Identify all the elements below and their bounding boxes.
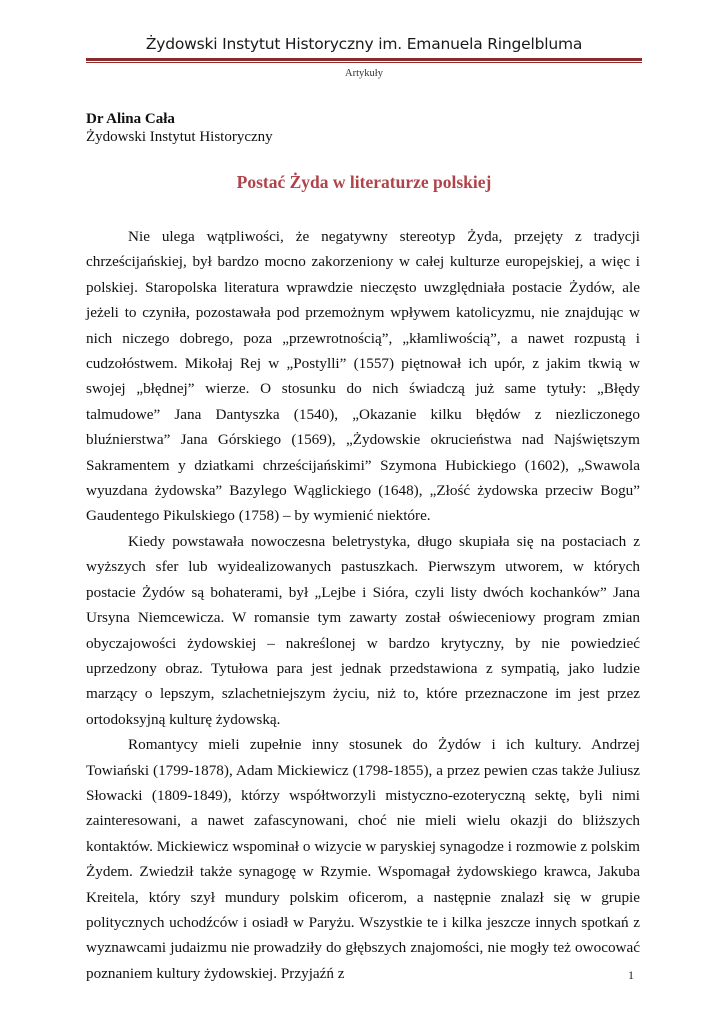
page-header: [86, 34, 642, 79]
page-number: 1: [628, 968, 634, 982]
author-affiliation: Żydowski Instytut Historyczny: [86, 129, 273, 145]
paragraph: Romantycy mieli zupełnie inny stosunek do Żydów i ich kultury. Andrzej Towiański (1799-1878), Adam Mickiewicz (1798-1855), a przez pewien czas także Juliusz Słowacki (1809-1849), którzy współtworzyli mistyczno-ezoteryczną sektę, byli nimi zainteresowani, a nawet zafascynowani, choć nie mieli wielu okazji do bliższych kontaktów. Mickiewicz wspominał o wizycie w paryskiej synagodze i rozmowie z polskim Żydem. Zwiedził także synagogę w Rzymie. Wspomagał żydowskiego krawca, Jakuba Kreitela, który szył mundury polskim oficerom, a następnie znalazł się w grupie politycznych uchodźców i osiadł w Paryżu. Wszystkie te i kilka jeszcze innych spotkań z wyznawcami judaizmu nie prowadziły do głębszych znajomości, nie mogły też owocować poznaniem kultury żydowskiej. Przyjaźń z: [86, 736, 640, 982]
header-divider: [86, 58, 642, 63]
institute-name: Żydowski Instytut Historyczny im. Emanuela Ringelbluma: [145, 35, 583, 53]
paragraph: Nie ulega wątpliwości, że negatywny stereotyp Żyda, przejęty z tradycji chrześcijańskiej, był bardzo mocno zakorzeniony w całej kulturze europejskiej, a więc i polskiej. Staropolska literatura wprawdzie nieczęsto uwzględniała postacie Żydów, ale jeżeli to czyniła, pozostawała pod przemożnym wpływem katolicyzmu, nie znajdując w nich niczego dobrego, poza „przewrotnością”, „kłamliwością”, a nawet rozpustą i cudzołóstwem. Mikołaj Rej w „Postylli” (1557) piętnował ich upór, z jakim tkwią w swojej „błędnej” wierze. O stosunku do nich świadczą już same tytuły: „Błędy talmudowe” Jana Dantyszka (1540), „Okazanie kilku błędów z niezliczonego bluźnierstwa” Jana Górskiego (1569), „Żydowskie okrucieństwa nad Najświętszym Sakramentem y dziatkami chrześcijańskimi” Szymona Hubickiego (1602), „Swawola wyuzdana żydowska” Bazylego Wąglickiego (1648), „Złość żydowska przeciw Bogu” Gaudentego Pikulskiego (1758) – by wymienić niektóre.: [86, 228, 640, 525]
section-label: Artykuły: [345, 68, 383, 79]
author-name: Dr Alina Cała: [86, 111, 175, 127]
article-title: Postać Żyda w literaturze polskiej: [236, 172, 492, 192]
author-block: [86, 110, 273, 146]
paragraph: Kiedy powstawała nowoczesna beletrystyka, długo skupiała się na postaciach z wyższych sfer lub wyidealizowanych pastuszkach. Pierwszym utworem, w których postacie Żydów są bohaterami, był „Lejbe i Sióra, czyli listy dwóch kochanków” Jana Ursyna Niemcewicza. W romansie tym zawarty został oświeceniowy program zmian obyczajowości żydowskiej – nakreślonej w bardzo krytyczny, by nie powiedzieć uprzedzony obraz. Tytułowa para jest jednak przedstawiona z sympatią, jako ludzie marzący o lepszym, szlachetniejszym życiu, niż to, które przeznaczone im jest przez ortodoksyjną kulturę żydowską.: [86, 532, 640, 728]
article-body: [86, 224, 640, 986]
